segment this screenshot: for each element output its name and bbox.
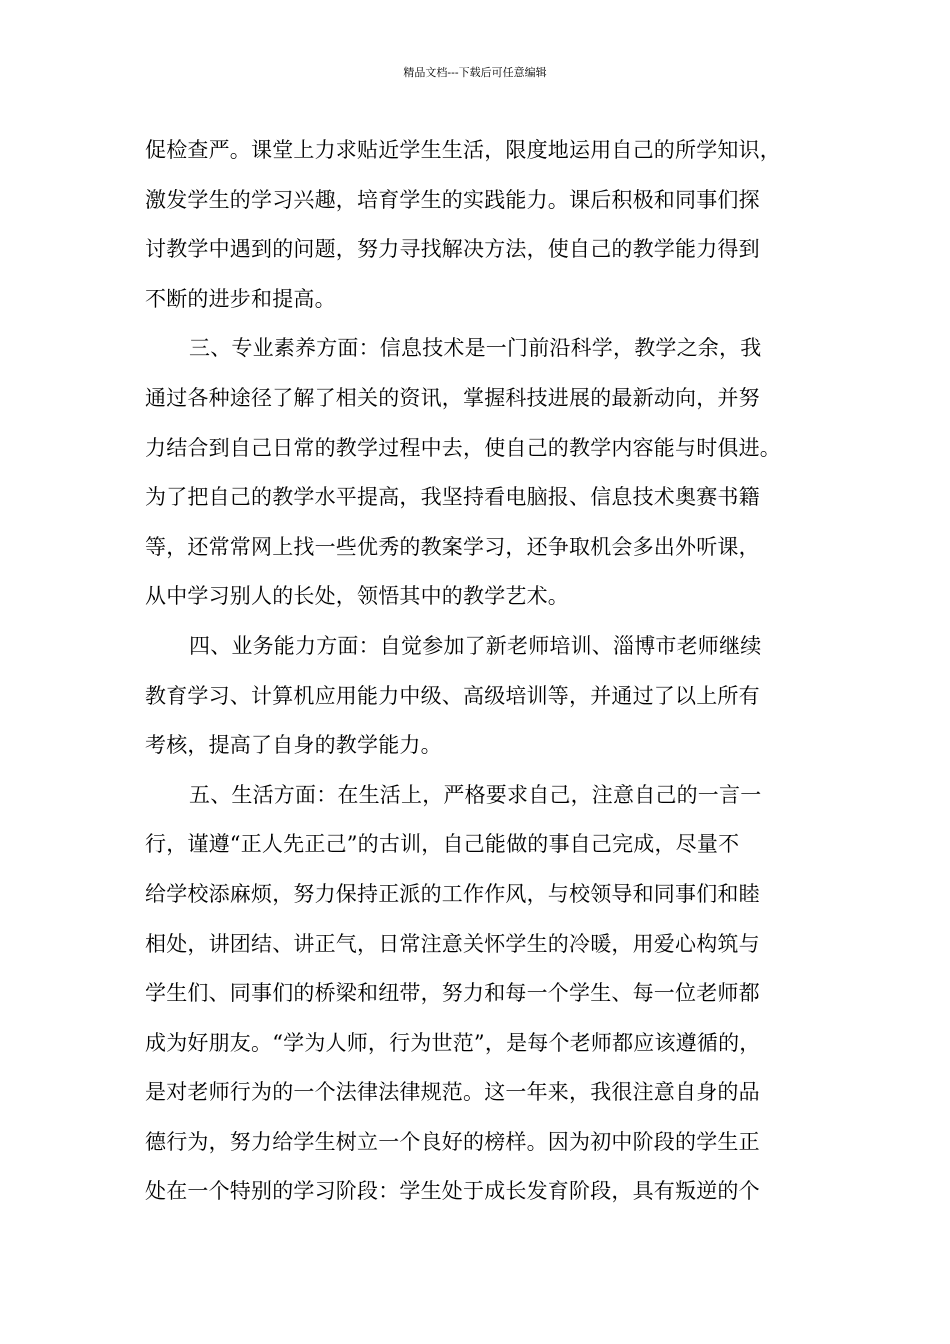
- page-header: 精品文档---下载后可任意编辑: [403, 66, 547, 79]
- text-line: 通过各种途径了解了相关的资讯，掌握科技进展的最新动向，并努: [145, 385, 760, 410]
- paragraph-start-line: 三、专业素养方面：信息技术是一门前沿科学，教学之余，我: [189, 336, 762, 361]
- text-line: 是对老师行为的一个法律法律规范。这一年来，我很注意自身的品: [145, 1080, 760, 1105]
- text-line: 激发学生的学习兴趣，培育学生的实践能力。课后积极和同事们探: [145, 187, 760, 212]
- text-line: 成为好朋友。“学为人师，行为世范”，是每个老师都应该遵循的，: [145, 1030, 761, 1055]
- text-line: 讨教学中遇到的问题，努力寻找解决方法，使自己的教学能力得到: [145, 237, 760, 262]
- document-body: [145, 131, 805, 1222]
- text-line: 德行为，努力给学生树立一个良好的榜样。因为初中阶段的学生正: [145, 1129, 760, 1154]
- text-line: 行，谨遵“正人先正己”的古训，自己能做的事自己完成，尽量不: [145, 832, 740, 857]
- text-line: 教育学习、计算机应用能力中级、高级培训等，并通过了以上所有: [145, 683, 760, 708]
- text-line: 给学校添麻烦，努力保持正派的工作作风，与校领导和同事们和睦: [145, 881, 760, 906]
- text-line: 等，还常常网上找一些优秀的教案学习，还争取机会多出外听课，: [145, 534, 760, 559]
- text-line: 处在一个特别的学习阶段：学生处于成长发育阶段，具有叛逆的个: [145, 1179, 760, 1204]
- paragraph-start-line: 四、业务能力方面：自觉参加了新老师培训、淄博市老师继续: [189, 633, 762, 658]
- text-line: 为了把自己的教学水平提高，我坚持看电脑报、信息技术奥赛书籍: [145, 485, 760, 510]
- text-line: 学生们、同事们的桥梁和纽带，努力和每一个学生、每一位老师都: [145, 981, 760, 1006]
- paragraph-start-line: 五、生活方面：在生活上，严格要求自己，注意自己的一言一: [189, 782, 762, 807]
- text-line: 相处，讲团结、讲正气，日常注意关怀学生的冷暖，用爱心构筑与: [145, 931, 760, 956]
- text-line: 促检查严。课堂上力求贴近学生生活，限度地运用自己的所学知识，: [145, 138, 781, 162]
- text-line: 从中学习别人的长处，领悟其中的教学艺术。: [145, 584, 569, 609]
- text-line: 力结合到自己日常的教学过程中去，使自己的教学内容能与时俱进。: [145, 435, 781, 460]
- text-line: 不断的进步和提高。: [145, 286, 336, 311]
- text-line: 考核，提高了自身的教学能力。: [145, 733, 442, 758]
